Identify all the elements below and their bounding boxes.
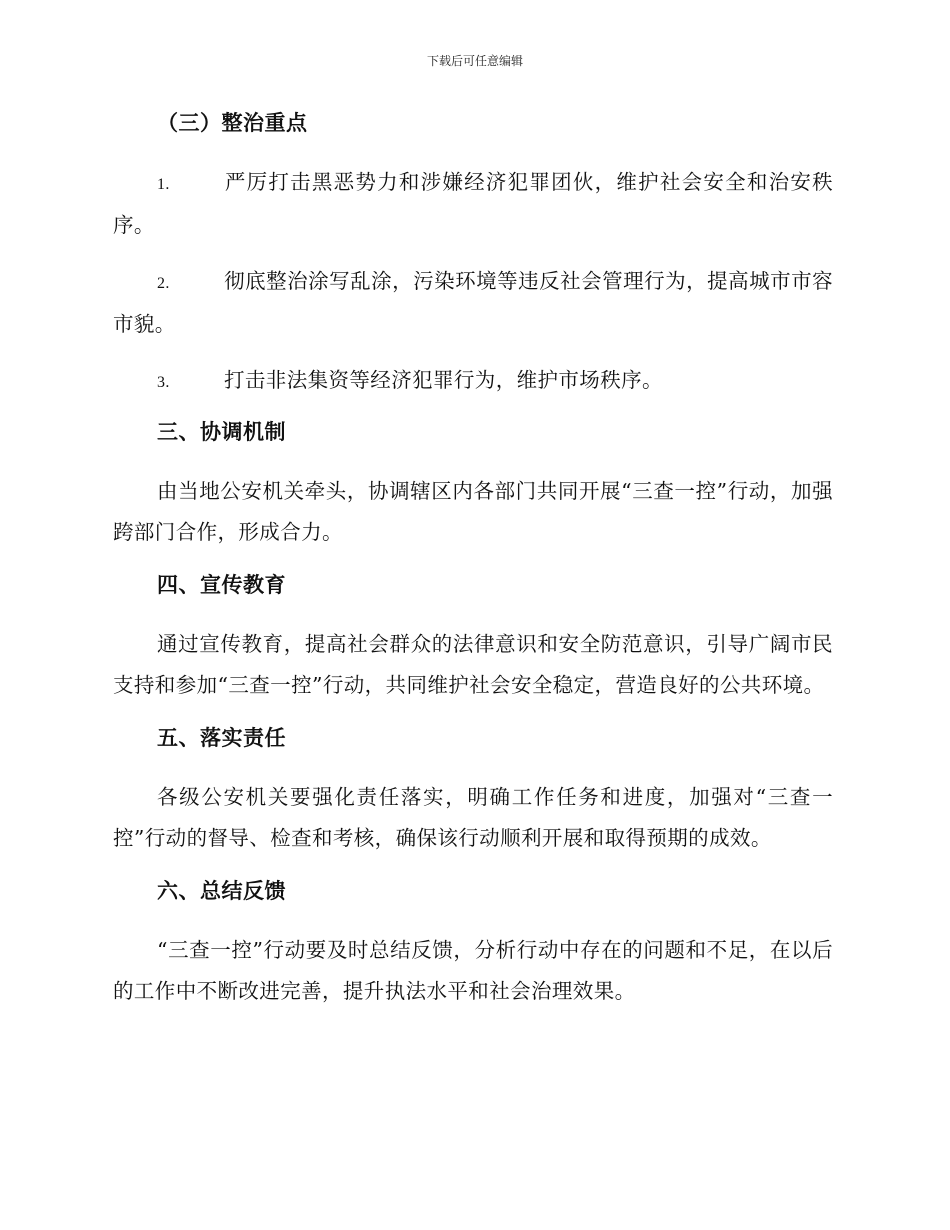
list-item xyxy=(113,162,833,246)
list-item xyxy=(113,360,833,403)
list-item-text: 严厉打击黑恶势力和涉嫌经济犯罪团伙，维护社会安全和治安秩序。 xyxy=(113,170,833,237)
section-paragraph-feedback: “三查一控”行动要及时总结反馈，分析行动中存在的问题和不足，在以后的工作中不断改进完善，提升执法水平和社会治理效果。 xyxy=(113,938,833,1003)
list-item xyxy=(113,261,833,345)
document-body xyxy=(113,108,833,1029)
section-paragraph-publicity: 通过宣传教育，提高社会群众的法律意识和安全防范意识，引导广阔市民支持和参加“三查一控”行动，共同维护社会安全稳定，营造良好的公共环境。 xyxy=(113,632,833,697)
list-item-number: 3. xyxy=(157,374,170,391)
section-paragraph-coordination: 由当地公安机关牵头，协调辖区内各部门共同开展“三查一控”行动，加强跨部门合作，形成合力。 xyxy=(113,479,833,544)
section-heading-publicity: 四、宣传教育 xyxy=(157,573,286,597)
list-item-text: 打击非法集资等经济犯罪行为，维护市场秩序。 xyxy=(224,368,663,392)
section-heading-responsibility: 五、落实责任 xyxy=(157,726,286,750)
list-item-number: 2. xyxy=(157,275,170,292)
section-heading-feedback: 六、总结反馈 xyxy=(157,879,286,903)
section-heading-coordination: 三、协调机制 xyxy=(157,420,286,444)
list-item-text: 彻底整治涂写乱涂，污染环境等违反社会管理行为，提高城市市容市貌。 xyxy=(113,269,833,336)
page-header: 下载后可任意编辑 xyxy=(426,54,523,68)
list-item-number: 1. xyxy=(157,176,170,193)
section-heading-focus: （三）整治重点 xyxy=(157,111,308,135)
section-paragraph-responsibility: 各级公安机关要强化责任落实，明确工作任务和进度，加强对“三查一控”行动的督导、检查和考核，确保该行动顺利开展和取得预期的成效。 xyxy=(113,785,833,850)
